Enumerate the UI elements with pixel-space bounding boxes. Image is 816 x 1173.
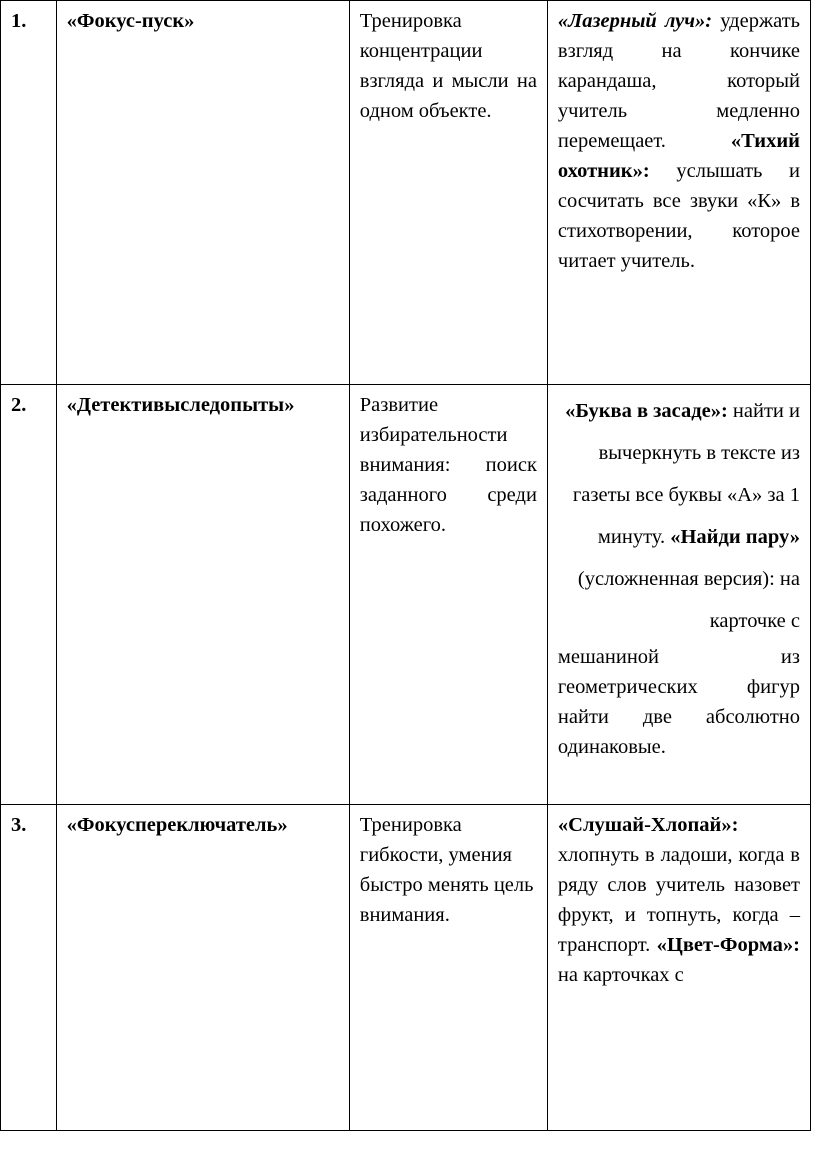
game-title: «Буква в засаде»: xyxy=(565,400,728,422)
row-number: 1. xyxy=(1,1,57,385)
exercise-description xyxy=(547,385,810,805)
game-title: «Лазерный луч»: xyxy=(557,10,713,32)
table-row xyxy=(1,1,811,385)
game-text: на карточках с xyxy=(557,964,684,986)
exercise-description xyxy=(547,1,810,385)
game-title: «Найди пару» xyxy=(670,526,800,548)
game-text: найти и вычеркнуть в тексте из газеты все буквы «А» за 1 минуту. xyxy=(572,400,800,548)
game-text: удержать взгляд на кончике карандаша, который учитель медленно перемещает. xyxy=(557,10,800,152)
game-text: хлопнуть в ладоши, когда в ряду слов учитель назовет фрукт, и топнуть, когда – транспорт. xyxy=(557,844,800,956)
row-number: 2. xyxy=(1,385,57,805)
table-row xyxy=(1,385,811,805)
exercise-name: «Детективыследопыты» xyxy=(56,385,349,805)
game-text: услышать и сосчитать все звуки «К» в стихотворении, которое читает учитель. xyxy=(557,160,800,272)
game-title: «Тихий охотник»: xyxy=(557,130,800,182)
game-title: «Слушай-Хлопай»: xyxy=(557,814,739,836)
game-title: «Цвет-Форма»: xyxy=(656,934,800,956)
exercise-name: «Фокус-пуск» xyxy=(56,1,349,385)
description-upper xyxy=(558,390,800,642)
row-number: 3. xyxy=(1,805,57,1131)
table-row xyxy=(1,805,811,1131)
game-text: (усложненная версия): на карточке с xyxy=(577,568,800,632)
exercise-goal: Тренировка гибкости, умения быстро менять цель внимания. xyxy=(349,805,547,1131)
exercise-goal: Развитие избирательности внимания: поиск заданного среди похожего. xyxy=(349,385,547,805)
exercise-goal: Тренировка концентрации взгляда и мысли на одном объекте. xyxy=(349,1,547,385)
description-lower: мешаниной из геометрических фигур найти две абсолютно одинаковые. xyxy=(557,646,800,758)
exercise-description xyxy=(547,805,810,1131)
exercise-name: «Фокуспереключатель» xyxy=(56,805,349,1131)
